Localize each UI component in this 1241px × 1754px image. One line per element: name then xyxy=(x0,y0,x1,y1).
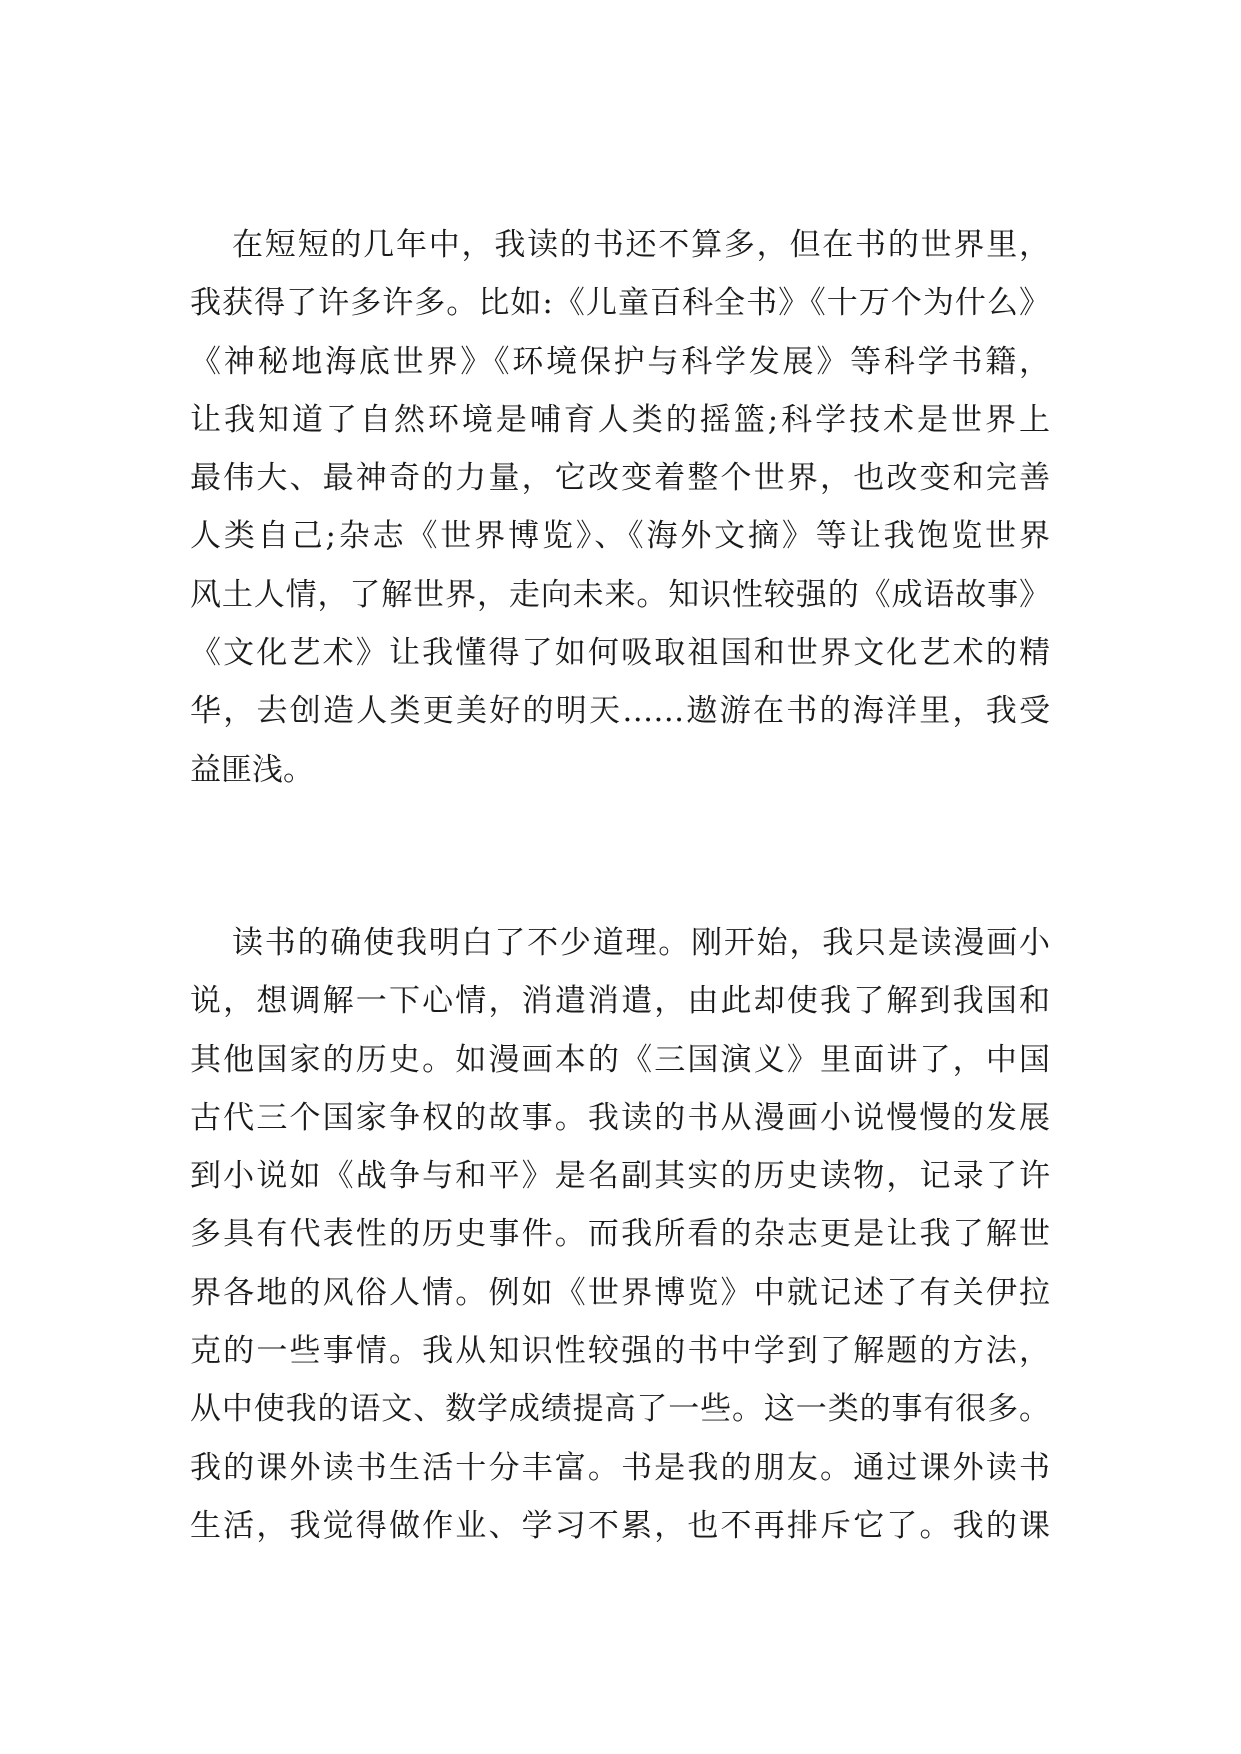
paragraph-line: 最伟大、最神奇的力量，它改变着整个世界，也改变和完善 xyxy=(190,460,1050,497)
paragraph-line: 益匪浅。 xyxy=(190,751,314,788)
paragraph-line: 我获得了许多许多。比如:《儿童百科全书》《十万个为什么》 xyxy=(190,285,1050,322)
paragraph-line: 界各地的风俗人情。例如《世界博览》中就记述了有关伊拉 xyxy=(190,1274,1050,1311)
paragraph-line: 风土人情，了解世界，走向未来。知识性较强的《成语故事》 xyxy=(190,576,1050,613)
paragraph-reading-lessons xyxy=(190,914,1050,1555)
paragraph-line: 我的课外读书生活十分丰富。书是我的朋友。通过课外读书 xyxy=(190,1449,1050,1486)
paragraph-line: 古代三个国家争权的故事。我读的书从漫画小说慢慢的发展 xyxy=(190,1099,1050,1136)
paragraph-line: 读书的确使我明白了不少道理。刚开始，我只是读漫画小 xyxy=(232,925,1050,961)
paragraph-line: 生活，我觉得做作业、学习不累，也不再排斥它了。我的课 xyxy=(190,1507,1050,1544)
paragraph-line: 其他国家的历史。如漫画本的《三国演义》里面讲了，中国 xyxy=(190,1041,1050,1078)
paragraph-reading-gains xyxy=(190,216,1050,799)
paragraph-line: 多具有代表性的历史事件。而我所看的杂志更是让我了解世 xyxy=(190,1216,1050,1253)
paragraph-line: 华，去创造人类更美好的明天……遨游在书的海洋里，我受 xyxy=(190,693,1050,730)
paragraph-line: 从中使我的语文、数学成绩提高了一些。这一类的事有很多。 xyxy=(190,1391,1050,1428)
paragraph-line: 让我知道了自然环境是哺育人类的摇篮;科学技术是世界上 xyxy=(190,401,1050,438)
paragraph-line: 人类自己;杂志《世界博览》、《海外文摘》等让我饱览世界 xyxy=(190,518,1050,555)
paragraph-line: 《文化艺术》让我懂得了如何吸取祖国和世界文化艺术的精 xyxy=(190,635,1050,672)
paragraph-line: 在短短的几年中，我读的书还不算多，但在书的世界里， xyxy=(232,227,1050,263)
paragraph-line: 《神秘地海底世界》《环境保护与科学发展》等科学书籍， xyxy=(190,343,1050,380)
paragraph-line: 克的一些事情。我从知识性较强的书中学到了解题的方法， xyxy=(190,1333,1050,1370)
paragraph-line: 说，想调解一下心情，消遣消遣，由此却使我了解到我国和 xyxy=(190,983,1050,1020)
paragraph-line: 到小说如《战争与和平》是名副其实的历史读物，记录了许 xyxy=(190,1158,1050,1195)
